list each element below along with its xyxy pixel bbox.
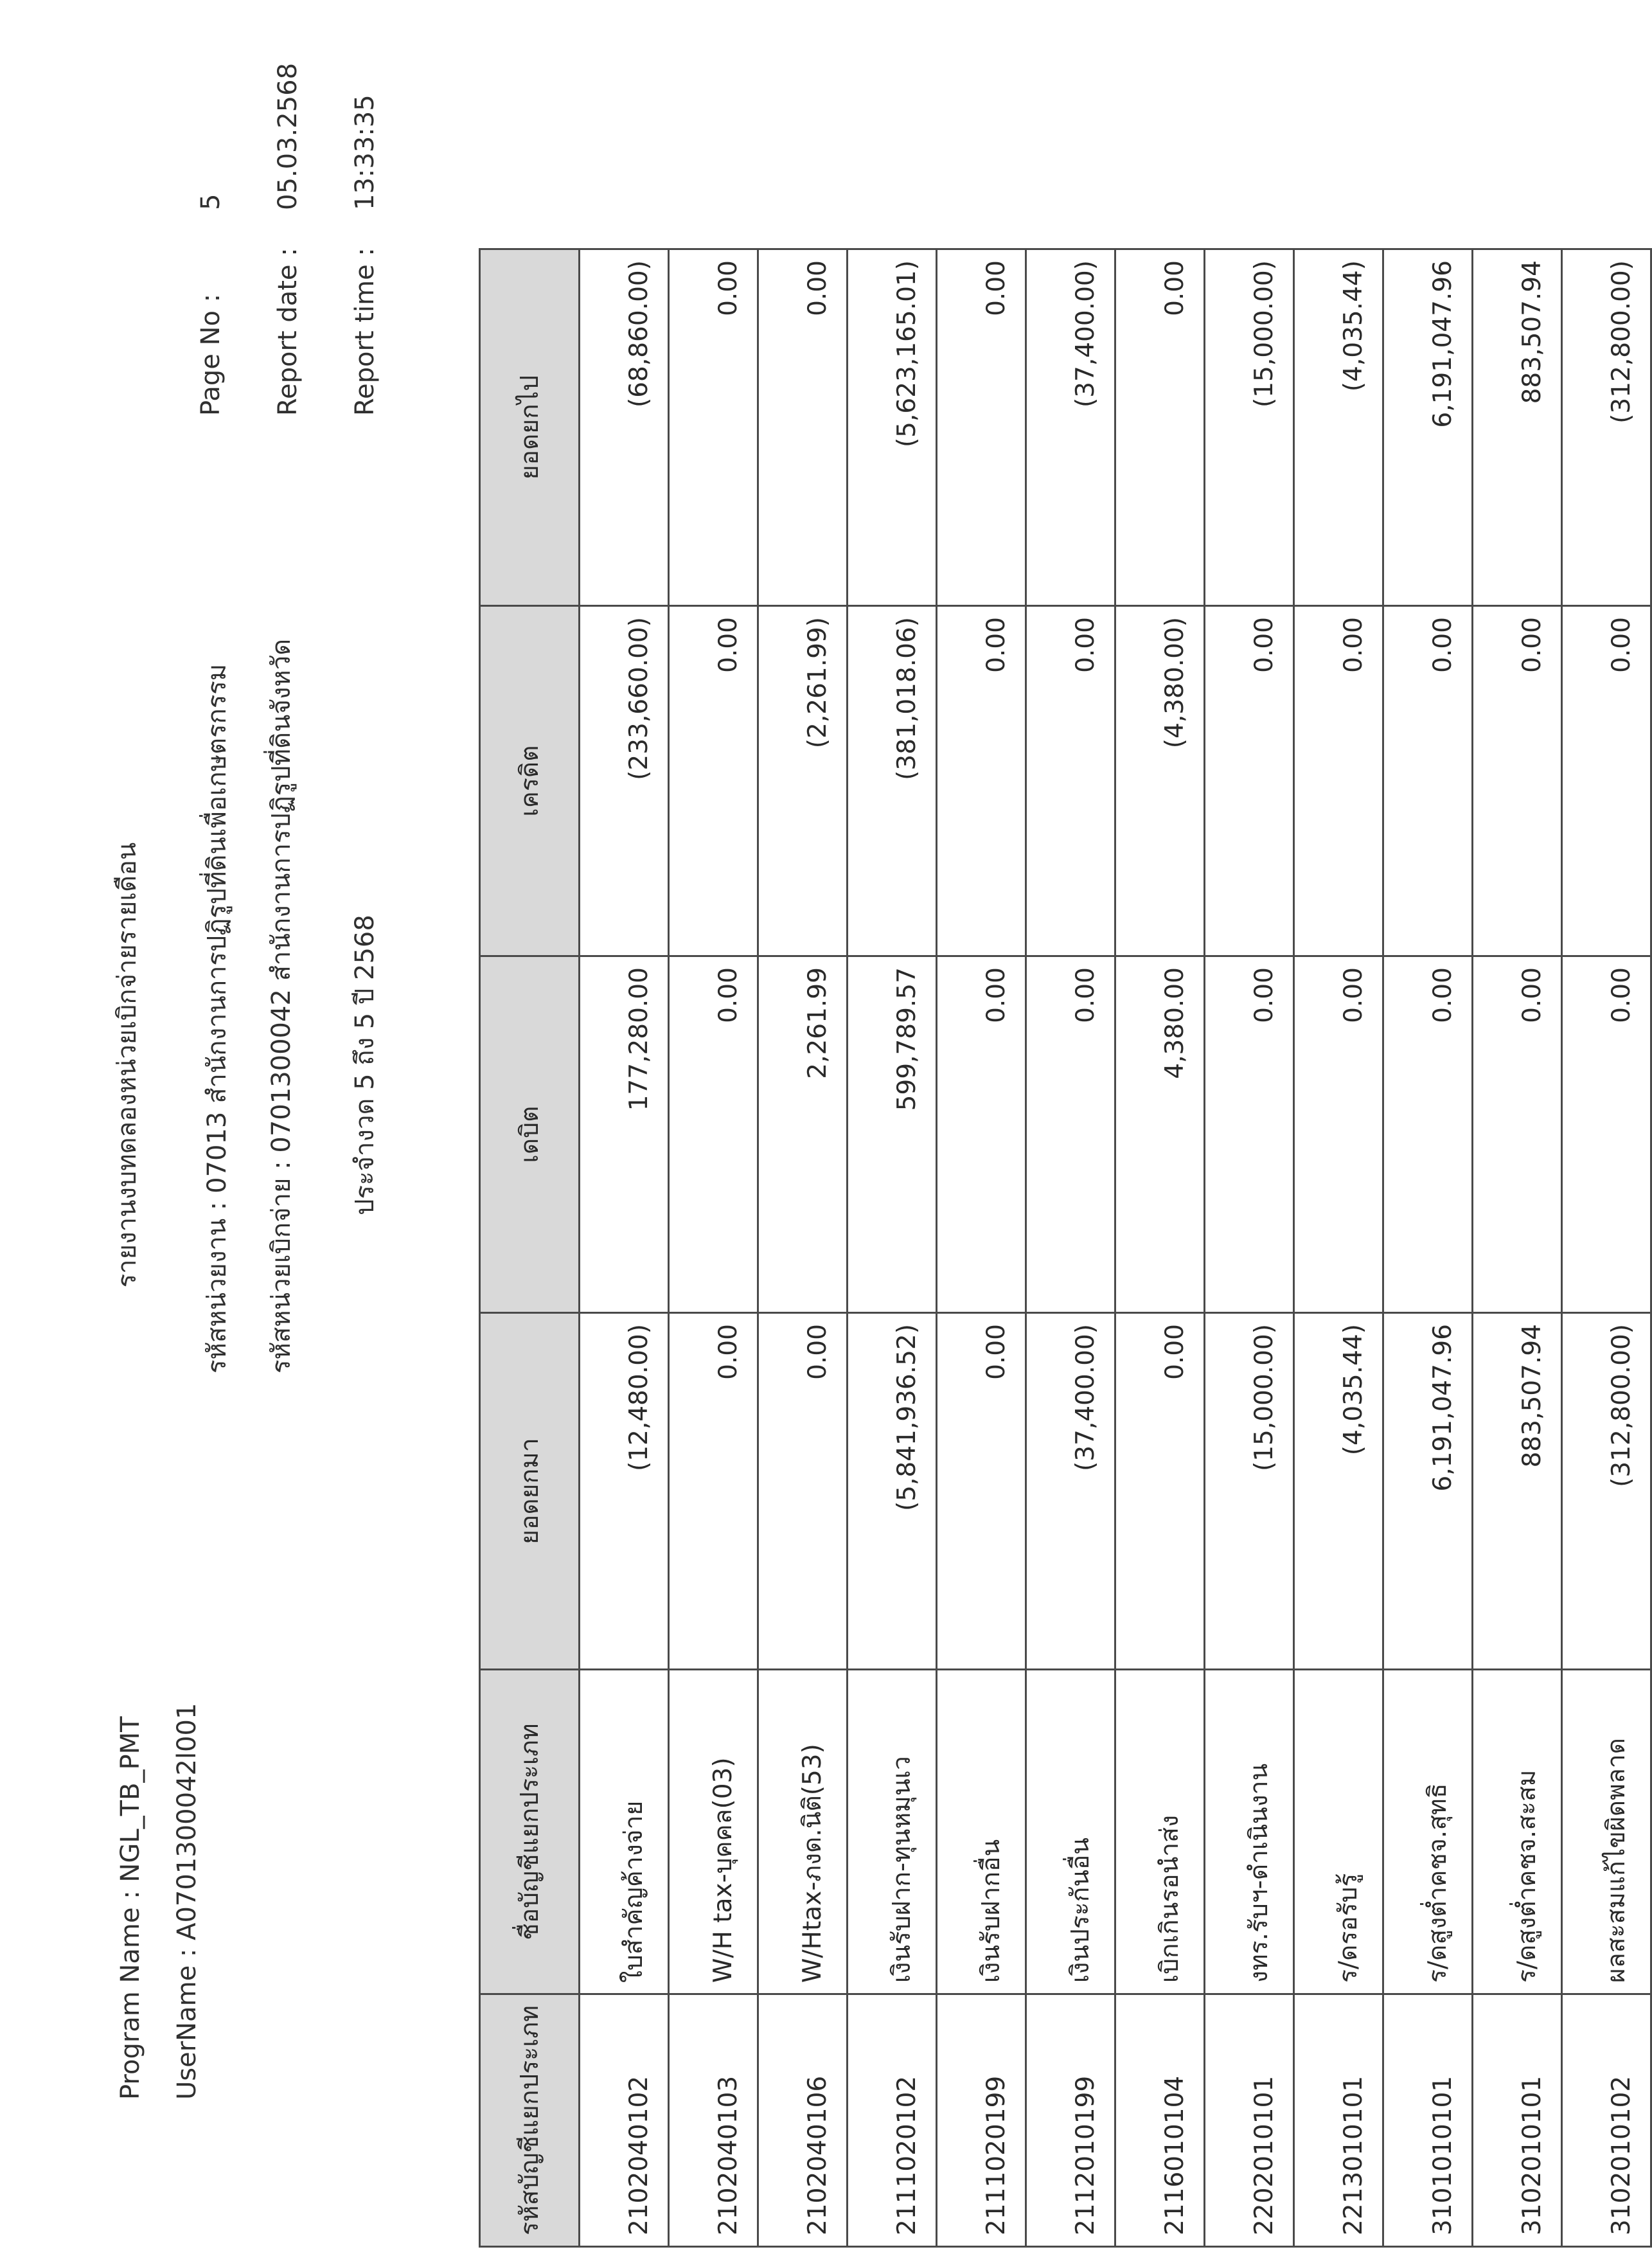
cell-account-code: 2102040102 [580,1994,669,2247]
table-row [848,249,937,2247]
cell-debit: 0.00 [1473,956,1562,1313]
table-row [937,249,1026,2247]
cell-opening-balance: (4,035.44) [1294,1313,1383,1670]
cell-credit: 0.00 [1562,606,1651,956]
cell-credit: 0.00 [1473,606,1562,956]
cell-credit: (381,018.06) [848,606,937,956]
cell-account-name: เงินรับฝากอื่น [937,1670,1026,1994]
cell-debit: 0.00 [1294,956,1383,1313]
cell-credit: 0.00 [669,606,758,956]
cell-debit: 0.00 [1026,956,1115,1313]
report-date-value: 05.03.2568 [273,62,303,210]
report-time-value: 13:33:35 [350,94,380,210]
cell-account-name: เบิกเกินรอนำส่ง [1115,1670,1205,1994]
cell-closing-balance: 0.00 [1115,249,1205,606]
column-header-debit: เดบิต [480,956,580,1313]
column-header-account-code: รหัสบัญชีแยกประเภท [480,1994,580,2247]
program-name: Program Name : NGL_TB_PMT [116,1716,145,2100]
cell-opening-balance: 6,191,047.96 [1383,1313,1473,1670]
column-header-closing-balance: ยอดยกไป [480,249,580,606]
user-name: UserName : A0701300042l001 [172,1703,202,2100]
cell-closing-balance: (68,860.00) [580,249,669,606]
cell-opening-balance: (12,480.00) [580,1313,669,1670]
cell-account-name: งทร.รับฯ-ดำเนินงาน [1205,1670,1294,1994]
cell-closing-balance: (37,400.00) [1026,249,1115,606]
cell-debit: 0.00 [1205,956,1294,1313]
column-header-account-name: ชื่อบัญชีแยกประเภท [480,1670,580,1994]
cell-credit: (233,660.00) [580,606,669,956]
cell-account-name: เงินประกันอื่น [1026,1670,1115,1994]
cell-closing-balance: (15,000.00) [1205,249,1294,606]
cell-account-code: 3102010102 [1562,1994,1651,2247]
trial-balance-table [479,248,1652,2248]
cell-account-code: 2112010199 [1026,1994,1115,2247]
cell-debit: 177,280.00 [580,956,669,1313]
page-no-value: 5 [196,193,226,210]
cell-account-code: 2111020102 [848,1994,937,2247]
cell-debit: 0.00 [1562,956,1651,1313]
report-time-label: Report time : [350,247,380,416]
cell-debit: 0.00 [937,956,1026,1313]
column-header-credit: เครดิต [480,606,580,956]
cell-credit: (2,261.99) [758,606,848,956]
cell-opening-balance: (312,800.00) [1562,1313,1651,1670]
cell-account-code: 3101010101 [1383,1994,1473,2247]
report-title: รายงานงบทดลองหน่วยเบิกจ่ายรายเดือน [112,842,142,1288]
table-row [1562,249,1651,2247]
cell-credit: (4,380.00) [1115,606,1205,956]
agency-code: รหัสหน่วยงาน : 07013 สำนักงานการปฏิรูปที่ดินเพื่อเกษตรกรรม [202,663,232,1373]
cell-credit: 0.00 [1205,606,1294,956]
column-header-opening-balance: ยอดยกมา [480,1313,580,1670]
cell-closing-balance: 0.00 [669,249,758,606]
cell-account-name: ร/ดสูงต่ำคชจ.สะสม [1473,1670,1562,1994]
cell-account-name: ร/ดรอรับรู้ [1294,1670,1383,1994]
cell-debit: 4,380.00 [1115,956,1205,1313]
report-date-label: Report date : [273,247,303,416]
cell-closing-balance: (4,035.44) [1294,249,1383,606]
table-row [669,249,758,2247]
cell-account-name: เงินรับฝาก-ทุนหมุนเว [848,1670,937,1994]
table-row [1473,249,1562,2247]
cell-closing-balance: (5,623,165.01) [848,249,937,606]
table-row [1026,249,1115,2247]
cell-closing-balance: 0.00 [758,249,848,606]
disbursing-unit: รหัสหน่วยเบิกจ่าย : 0701300042 สำนักงานการปฏิรูปที่ดินจังหวัด [267,638,296,1373]
table-row [758,249,848,2247]
cell-opening-balance: (5,841,936.52) [848,1313,937,1670]
cell-opening-balance: (37,400.00) [1026,1313,1115,1670]
cell-opening-balance: 0.00 [1115,1313,1205,1670]
table-row [1294,249,1383,2247]
cell-credit: 0.00 [1294,606,1383,956]
cell-account-name: W/H tax-บุคคล(03) [669,1670,758,1994]
cell-credit: 0.00 [1026,606,1115,956]
cell-opening-balance: (15,000.00) [1205,1313,1294,1670]
cell-account-name: ใบสำคัญค้างจ่าย [580,1670,669,1994]
cell-account-code: 2111020199 [937,1994,1026,2247]
cell-account-code: 2213010101 [1294,1994,1383,2247]
cell-debit: 2,261.99 [758,956,848,1313]
cell-closing-balance: 883,507.94 [1473,249,1562,606]
table-header-row [480,249,580,2247]
cell-account-code: 2202010101 [1205,1994,1294,2247]
cell-credit: 0.00 [937,606,1026,956]
table-row [1115,249,1205,2247]
cell-closing-balance: 6,191,047.96 [1383,249,1473,606]
cell-account-name: W/Htax-ภงด.นิติ(53) [758,1670,848,1994]
table-row [1383,249,1473,2247]
cell-closing-balance: 0.00 [937,249,1026,606]
cell-debit: 599,789.57 [848,956,937,1313]
cell-opening-balance: 0.00 [669,1313,758,1670]
cell-account-name: ผลสะสมแก้ไขผิดพลาด [1562,1670,1651,1994]
cell-closing-balance: (312,800.00) [1562,249,1651,606]
cell-credit: 0.00 [1383,606,1473,956]
table-row [580,249,669,2247]
cell-debit: 0.00 [669,956,758,1313]
cell-account-code: 3102010101 [1473,1994,1562,2247]
cell-account-code: 2116010104 [1115,1994,1205,2247]
cell-opening-balance: 0.00 [937,1313,1026,1670]
cell-opening-balance: 883,507.94 [1473,1313,1562,1670]
cell-account-code: 2102040106 [758,1994,848,2247]
report-period: ประจำงวด 5 ถึง 5 ปี 2568 [350,915,380,1215]
table-row [1205,249,1294,2247]
cell-account-code: 2102040103 [669,1994,758,2247]
cell-opening-balance: 0.00 [758,1313,848,1670]
cell-account-name: ร/ดสูงต่ำคชจ.สุทธิ [1383,1670,1473,1994]
page-no-label: Page No : [196,293,226,416]
cell-debit: 0.00 [1383,956,1473,1313]
